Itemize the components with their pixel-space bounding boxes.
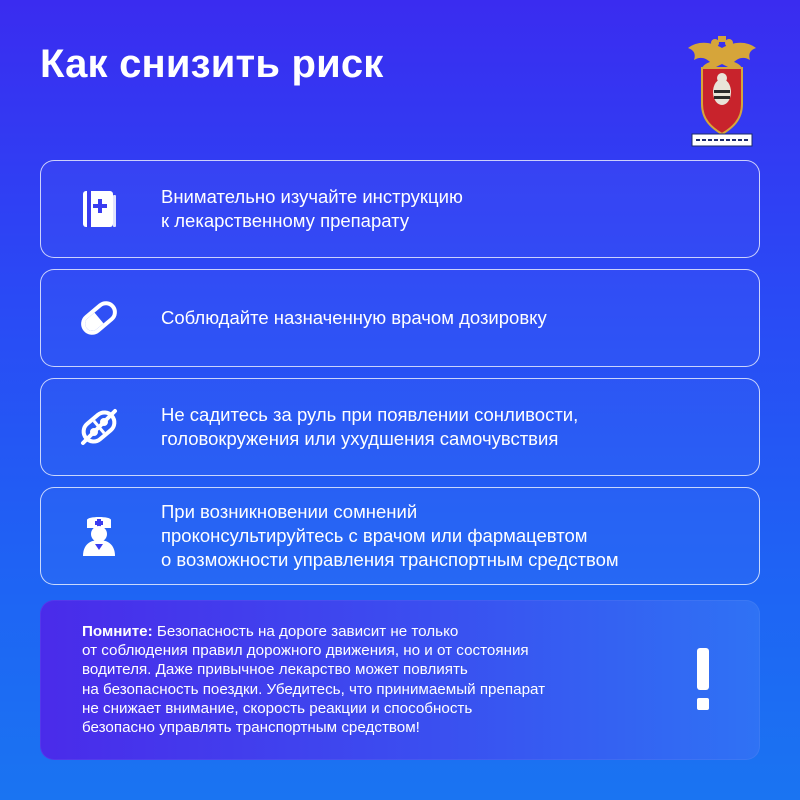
tip-text: При возникновении сомнений проконсультируйтесь с врачом или фармацевтом о возможности управления транспортным средством (161, 501, 619, 570)
medical-book-icon (77, 187, 121, 231)
police-emblem-icon (682, 34, 762, 152)
reminder-label: Помните: (82, 623, 153, 640)
tip-text: Внимательно изучайте инструкцию к лекарственному препарату (161, 186, 463, 231)
no-pill-icon (77, 405, 121, 449)
pill-capsule-icon (77, 296, 121, 340)
tip-card-read-instructions (40, 160, 760, 258)
page-title: Как снизить риск (40, 42, 384, 86)
tip-card-dosage (40, 269, 760, 367)
reminder-text (82, 622, 682, 737)
exclamation-icon (694, 648, 712, 712)
tip-card-drowsiness (40, 378, 760, 476)
doctor-icon (77, 514, 121, 558)
tip-card-consult (40, 487, 760, 585)
reminder-panel (40, 600, 760, 760)
reminder-body: Безопасность на дороге зависит не только от соблюдения правил дорожного движения, но и от состояния водителя. Даже привычное лекарство может повлиять на безопасность поездки. Убедитесь, что принимаемый препарат не снижает внимание, скорость реакции и способность безопасно управлять транспортным средством! (82, 623, 546, 737)
tip-text: Не садитесь за руль при появлении сонливости, головокружения или ухудшения самочувствия (161, 404, 579, 449)
tip-text: Соблюдайте назначенную врачом дозировку (161, 307, 547, 328)
